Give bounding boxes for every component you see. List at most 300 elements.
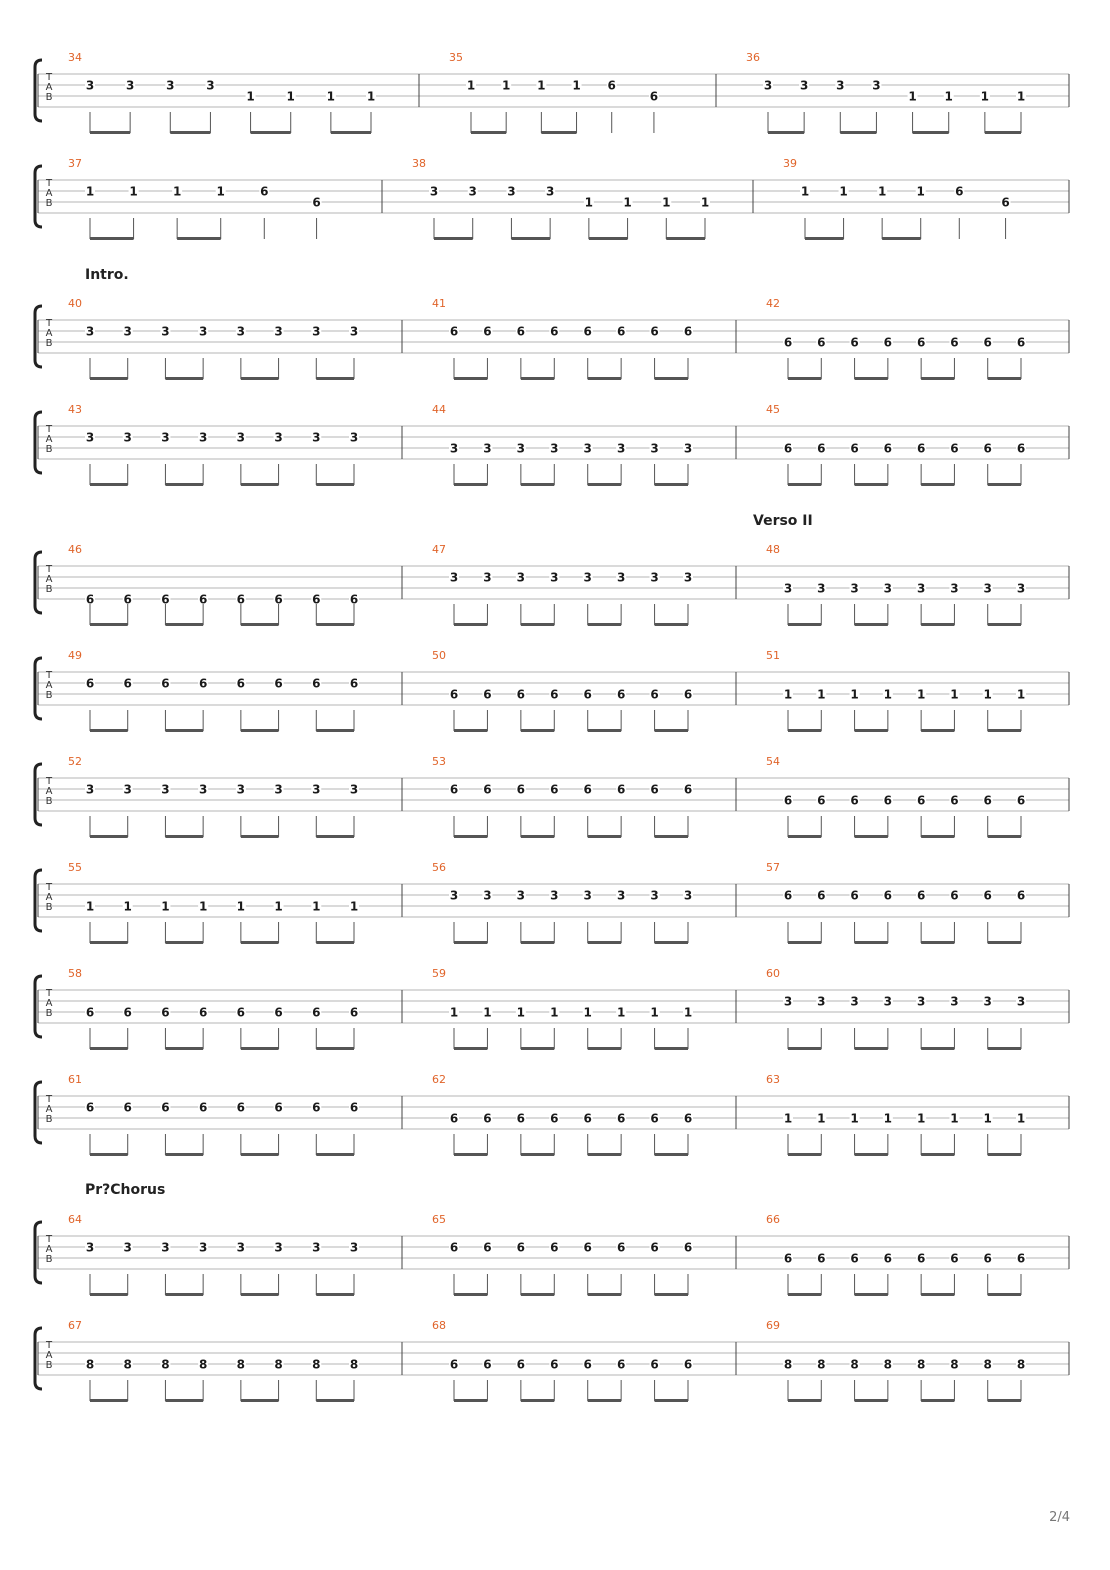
tab-clef-letter: B (45, 444, 53, 455)
fret-number: 6 (198, 1100, 208, 1115)
fret-number: 6 (883, 888, 893, 903)
beam (90, 729, 128, 732)
tab-clef-letter: B (45, 92, 53, 103)
fret-number: 6 (349, 1100, 359, 1115)
fret-number: 1 (683, 1005, 693, 1020)
fret-number: 8 (817, 1357, 826, 1372)
fret-number: 3 (950, 581, 959, 596)
beam (921, 1399, 954, 1402)
page-number: 2/4 (1049, 1510, 1070, 1525)
beam (655, 377, 688, 380)
fret-number: 6 (483, 1357, 492, 1372)
measure-number: 59 (432, 967, 446, 980)
fret-number: 6 (883, 441, 893, 456)
fret-number: 6 (123, 676, 132, 691)
measure-number: 53 (432, 755, 446, 768)
beam (588, 835, 621, 838)
fret-number: 6 (950, 1251, 959, 1266)
tab-clef-letter: B (45, 584, 53, 595)
fret-number: 3 (85, 430, 95, 445)
fret-number: 6 (817, 441, 826, 456)
beam (855, 1153, 888, 1156)
fret-number: 6 (349, 676, 359, 691)
beam (921, 623, 954, 626)
beam (788, 1399, 821, 1402)
fret-number: 6 (274, 1100, 283, 1115)
fret-number: 3 (312, 782, 321, 797)
tab-clef-letter: T (45, 72, 53, 83)
fret-number: 3 (616, 888, 626, 903)
fret-number: 3 (85, 78, 95, 93)
fret-number: 6 (783, 888, 793, 903)
beam (666, 237, 705, 240)
beam (521, 1399, 554, 1402)
beam (788, 623, 821, 626)
fret-number: 3 (85, 324, 95, 339)
fret-number: 1 (800, 184, 810, 199)
beam (90, 1047, 128, 1050)
beam (454, 377, 487, 380)
fret-number: 6 (550, 1240, 559, 1255)
fret-number: 6 (683, 1111, 693, 1126)
beam (988, 1399, 1021, 1402)
beam (454, 623, 487, 626)
fret-number: 6 (850, 888, 859, 903)
beam (316, 729, 354, 732)
fret-number: 3 (516, 888, 526, 903)
fret-number: 1 (1016, 89, 1026, 104)
fret-number: 6 (85, 676, 95, 691)
fret-number: 6 (783, 335, 793, 350)
beam (521, 941, 554, 944)
tab-clef-letter: A (45, 1350, 53, 1361)
fret-number: 6 (236, 1100, 246, 1115)
fret-number: 3 (516, 441, 526, 456)
fret-number: 6 (449, 324, 459, 339)
beam (454, 483, 487, 486)
fret-number: 1 (983, 1111, 992, 1126)
beam (921, 1047, 954, 1050)
tab-clef-letter: B (45, 198, 53, 209)
fret-number: 6 (916, 335, 926, 350)
beam (454, 729, 487, 732)
beam (855, 377, 888, 380)
fret-number: 6 (449, 1357, 459, 1372)
fret-number: 6 (85, 592, 95, 607)
beam (454, 835, 487, 838)
fret-number: 6 (483, 1111, 492, 1126)
measure-number: 48 (766, 543, 780, 556)
fret-number: 6 (616, 324, 626, 339)
fret-number: 6 (583, 1357, 592, 1372)
fret-number: 1 (616, 1005, 626, 1020)
fret-number: 3 (583, 888, 592, 903)
beam (165, 1293, 203, 1296)
beam (921, 941, 954, 944)
beam (521, 483, 554, 486)
measure-number: 52 (68, 755, 82, 768)
beam (988, 623, 1021, 626)
measure-number: 39 (783, 157, 797, 170)
fret-number: 1 (850, 687, 859, 702)
fret-number: 3 (783, 581, 793, 596)
fret-number: 3 (312, 1240, 321, 1255)
beam (241, 835, 279, 838)
fret-number: 8 (950, 1357, 959, 1372)
beam (241, 377, 279, 380)
fret-number: 6 (312, 1100, 321, 1115)
fret-number: 1 (950, 687, 959, 702)
beam (165, 1047, 203, 1050)
tab-clef-letter: B (45, 338, 53, 349)
fret-number: 6 (1016, 793, 1026, 808)
fret-number: 1 (483, 1005, 492, 1020)
beam (316, 1399, 354, 1402)
fret-number: 6 (1016, 441, 1026, 456)
fret-number: 3 (429, 184, 439, 199)
measure-number: 36 (746, 51, 760, 64)
beam (913, 131, 949, 134)
beam (316, 623, 354, 626)
tab-clef-letter: T (45, 564, 53, 575)
fret-number: 6 (950, 335, 959, 350)
fret-number: 6 (312, 1005, 321, 1020)
beam (434, 237, 473, 240)
fret-number: 6 (85, 1005, 95, 1020)
fret-number: 1 (161, 899, 170, 914)
fret-number: 6 (650, 687, 659, 702)
beam (988, 483, 1021, 486)
fret-number: 3 (550, 441, 559, 456)
beam (588, 377, 621, 380)
measure-number: 47 (432, 543, 446, 556)
fret-number: 6 (1016, 1251, 1026, 1266)
beam (655, 941, 688, 944)
beam (241, 1399, 279, 1402)
fret-number: 6 (583, 687, 592, 702)
beam (988, 941, 1021, 944)
section-label-intro: Intro. (85, 267, 129, 283)
fret-number: 6 (983, 888, 992, 903)
beam (90, 835, 128, 838)
fret-number: 8 (850, 1357, 859, 1372)
fret-number: 6 (583, 324, 592, 339)
fret-number: 6 (516, 1111, 526, 1126)
fret-number: 3 (349, 1240, 359, 1255)
fret-number: 3 (550, 570, 559, 585)
fret-number: 3 (161, 324, 170, 339)
fret-number: 6 (683, 782, 693, 797)
fret-number: 1 (537, 78, 546, 93)
measure-number: 66 (766, 1213, 780, 1226)
beam (655, 483, 688, 486)
fret-number: 3 (85, 1240, 95, 1255)
beam (589, 237, 628, 240)
fret-number: 1 (85, 899, 95, 914)
fret-number: 6 (783, 441, 793, 456)
beam (882, 237, 921, 240)
beam (90, 941, 128, 944)
beam (988, 1047, 1021, 1050)
beam (454, 1047, 487, 1050)
tab-clef-letter: B (45, 1114, 53, 1125)
fret-number: 3 (123, 324, 132, 339)
fret-number: 3 (883, 994, 893, 1009)
fret-number: 3 (161, 782, 170, 797)
fret-number: 8 (1016, 1357, 1026, 1372)
fret-number: 6 (1016, 888, 1026, 903)
fret-number: 1 (572, 78, 581, 93)
fret-number: 8 (236, 1357, 246, 1372)
fret-number: 1 (123, 899, 132, 914)
fret-number: 6 (616, 782, 626, 797)
fret-number: 1 (662, 195, 671, 210)
fret-number: 1 (983, 687, 992, 702)
beam (988, 835, 1021, 838)
fret-number: 6 (650, 1357, 659, 1372)
fret-number: 6 (916, 793, 926, 808)
tab-clef-letter: T (45, 1234, 53, 1245)
tab-clef-letter: A (45, 434, 53, 445)
fret-number: 3 (683, 441, 693, 456)
fret-number: 6 (883, 1251, 893, 1266)
fret-number: 3 (883, 581, 893, 596)
fret-number: 3 (950, 994, 959, 1009)
measure-number: 60 (766, 967, 780, 980)
fret-number: 6 (883, 335, 893, 350)
fret-number: 3 (683, 888, 693, 903)
tab-clef-letter: B (45, 902, 53, 913)
beam (855, 1293, 888, 1296)
beam (316, 941, 354, 944)
beam (454, 1153, 487, 1156)
fret-number: 6 (1001, 195, 1010, 210)
beam (316, 835, 354, 838)
beam (511, 237, 550, 240)
fret-number: 3 (850, 994, 859, 1009)
beam (788, 1153, 821, 1156)
beam (165, 729, 203, 732)
fret-number: 3 (783, 994, 793, 1009)
fret-number: 8 (198, 1357, 208, 1372)
beam (251, 131, 291, 134)
fret-number: 6 (274, 592, 283, 607)
fret-number: 6 (550, 687, 559, 702)
measure-number: 57 (766, 861, 780, 874)
fret-number: 8 (312, 1357, 321, 1372)
fret-number: 1 (550, 1005, 559, 1020)
fret-number: 1 (312, 899, 321, 914)
fret-number: 3 (683, 570, 693, 585)
beam (788, 1293, 821, 1296)
fret-number: 3 (312, 430, 321, 445)
fret-number: 3 (483, 441, 492, 456)
beam (90, 1399, 128, 1402)
beam (855, 835, 888, 838)
fret-number: 3 (817, 581, 826, 596)
beam (655, 623, 688, 626)
fret-number: 1 (916, 184, 925, 199)
fret-number: 6 (683, 1357, 693, 1372)
fret-number: 8 (916, 1357, 926, 1372)
fret-number: 1 (198, 899, 208, 914)
beam (921, 1153, 954, 1156)
beam (165, 835, 203, 838)
measure-number: 55 (68, 861, 82, 874)
beam (454, 941, 487, 944)
measure-number: 45 (766, 403, 780, 416)
fret-number: 6 (312, 676, 321, 691)
tab-clef-letter: A (45, 680, 53, 691)
fret-number: 6 (123, 592, 132, 607)
fret-number: 6 (783, 1251, 793, 1266)
fret-number: 6 (516, 324, 526, 339)
measure-number: 37 (68, 157, 82, 170)
section-label-prechorus: Pr?Chorus (85, 1182, 166, 1198)
beam (521, 623, 554, 626)
fret-number: 3 (983, 994, 992, 1009)
beam (588, 941, 621, 944)
beam (921, 1293, 954, 1296)
fret-number: 3 (274, 430, 283, 445)
fret-number: 6 (483, 782, 492, 797)
fret-number: 6 (616, 1357, 626, 1372)
fret-number: 6 (817, 335, 826, 350)
beam (90, 377, 128, 380)
tab-clef-letter: B (45, 1008, 53, 1019)
beam (165, 483, 203, 486)
fret-number: 6 (274, 1005, 283, 1020)
beam (588, 1399, 621, 1402)
fret-number: 1 (980, 89, 990, 104)
beam (316, 483, 354, 486)
fret-number: 3 (1016, 994, 1026, 1009)
measure-number: 49 (68, 649, 82, 662)
fret-number: 3 (161, 430, 170, 445)
fret-number: 1 (1016, 687, 1026, 702)
beam (541, 131, 576, 134)
fret-number: 6 (85, 1100, 95, 1115)
fret-number: 6 (850, 441, 859, 456)
beam (788, 377, 821, 380)
fret-number: 6 (683, 324, 693, 339)
fret-number: 6 (649, 89, 659, 104)
fret-number: 3 (516, 570, 526, 585)
beam (521, 835, 554, 838)
fret-number: 1 (1016, 1111, 1026, 1126)
beam (988, 1293, 1021, 1296)
fret-number: 6 (516, 1357, 526, 1372)
fret-number: 6 (616, 1111, 626, 1126)
beam (316, 1293, 354, 1296)
beam (454, 1399, 487, 1402)
fret-number: 6 (883, 793, 893, 808)
fret-number: 3 (836, 78, 845, 93)
fret-number: 6 (650, 1240, 659, 1255)
fret-number: 6 (483, 687, 492, 702)
fret-number: 3 (583, 570, 592, 585)
tab-clef-letter: T (45, 318, 53, 329)
measure-number: 50 (432, 649, 446, 662)
measure-number: 46 (68, 543, 82, 556)
tab-clef-letter: B (45, 796, 53, 807)
fret-number: 3 (1016, 581, 1026, 596)
tab-clef-letter: B (45, 1360, 53, 1371)
beam (165, 941, 203, 944)
fret-number: 3 (650, 441, 659, 456)
beam (170, 131, 210, 134)
fret-number: 1 (850, 1111, 859, 1126)
fret-number: 6 (616, 687, 626, 702)
beam (655, 729, 688, 732)
fret-number: 6 (950, 888, 959, 903)
fret-number: 6 (161, 592, 170, 607)
fret-number: 1 (349, 899, 359, 914)
fret-number: 3 (349, 324, 359, 339)
tab-clef-letter: B (45, 690, 53, 701)
fret-number: 3 (123, 782, 132, 797)
fret-number: 6 (236, 592, 246, 607)
beam (788, 941, 821, 944)
fret-number: 3 (198, 430, 208, 445)
fret-number: 3 (349, 782, 359, 797)
fret-number: 6 (516, 782, 526, 797)
beam (521, 1047, 554, 1050)
tab-clef-letter: T (45, 424, 53, 435)
measure-number: 56 (432, 861, 446, 874)
tab-clef-letter: A (45, 998, 53, 1009)
fret-number: 3 (349, 430, 359, 445)
fret-number: 1 (650, 1005, 659, 1020)
fret-number: 3 (123, 1240, 132, 1255)
beam (988, 377, 1021, 380)
tab-clef-letter: A (45, 82, 53, 93)
fret-number: 3 (507, 184, 516, 199)
fret-number: 6 (650, 1111, 659, 1126)
beam (805, 237, 844, 240)
fret-number: 3 (616, 570, 626, 585)
fret-number: 6 (583, 1240, 592, 1255)
fret-number: 1 (783, 1111, 793, 1126)
fret-number: 3 (650, 570, 659, 585)
fret-number: 6 (607, 78, 616, 93)
beam (655, 1293, 688, 1296)
beam (241, 1293, 279, 1296)
fret-number: 1 (883, 1111, 893, 1126)
tab-clef-letter: A (45, 786, 53, 797)
fret-number: 6 (950, 441, 959, 456)
fret-number: 1 (286, 89, 295, 104)
beam (788, 1047, 821, 1050)
fret-number: 6 (950, 793, 959, 808)
fret-number: 6 (550, 1111, 559, 1126)
fret-number: 1 (817, 1111, 826, 1126)
beam (90, 483, 128, 486)
fret-number: 6 (916, 1251, 926, 1266)
fret-number: 1 (516, 1005, 526, 1020)
beam (985, 131, 1021, 134)
fret-number: 8 (123, 1357, 132, 1372)
fret-number: 6 (449, 687, 459, 702)
fret-number: 6 (850, 335, 859, 350)
fret-number: 3 (583, 441, 592, 456)
fret-number: 6 (449, 1111, 459, 1126)
tab-clef-letter: T (45, 1094, 53, 1105)
fret-number: 3 (206, 78, 215, 93)
tab-clef-letter: T (45, 776, 53, 787)
fret-number: 6 (236, 676, 246, 691)
measure-number: 62 (432, 1073, 446, 1086)
